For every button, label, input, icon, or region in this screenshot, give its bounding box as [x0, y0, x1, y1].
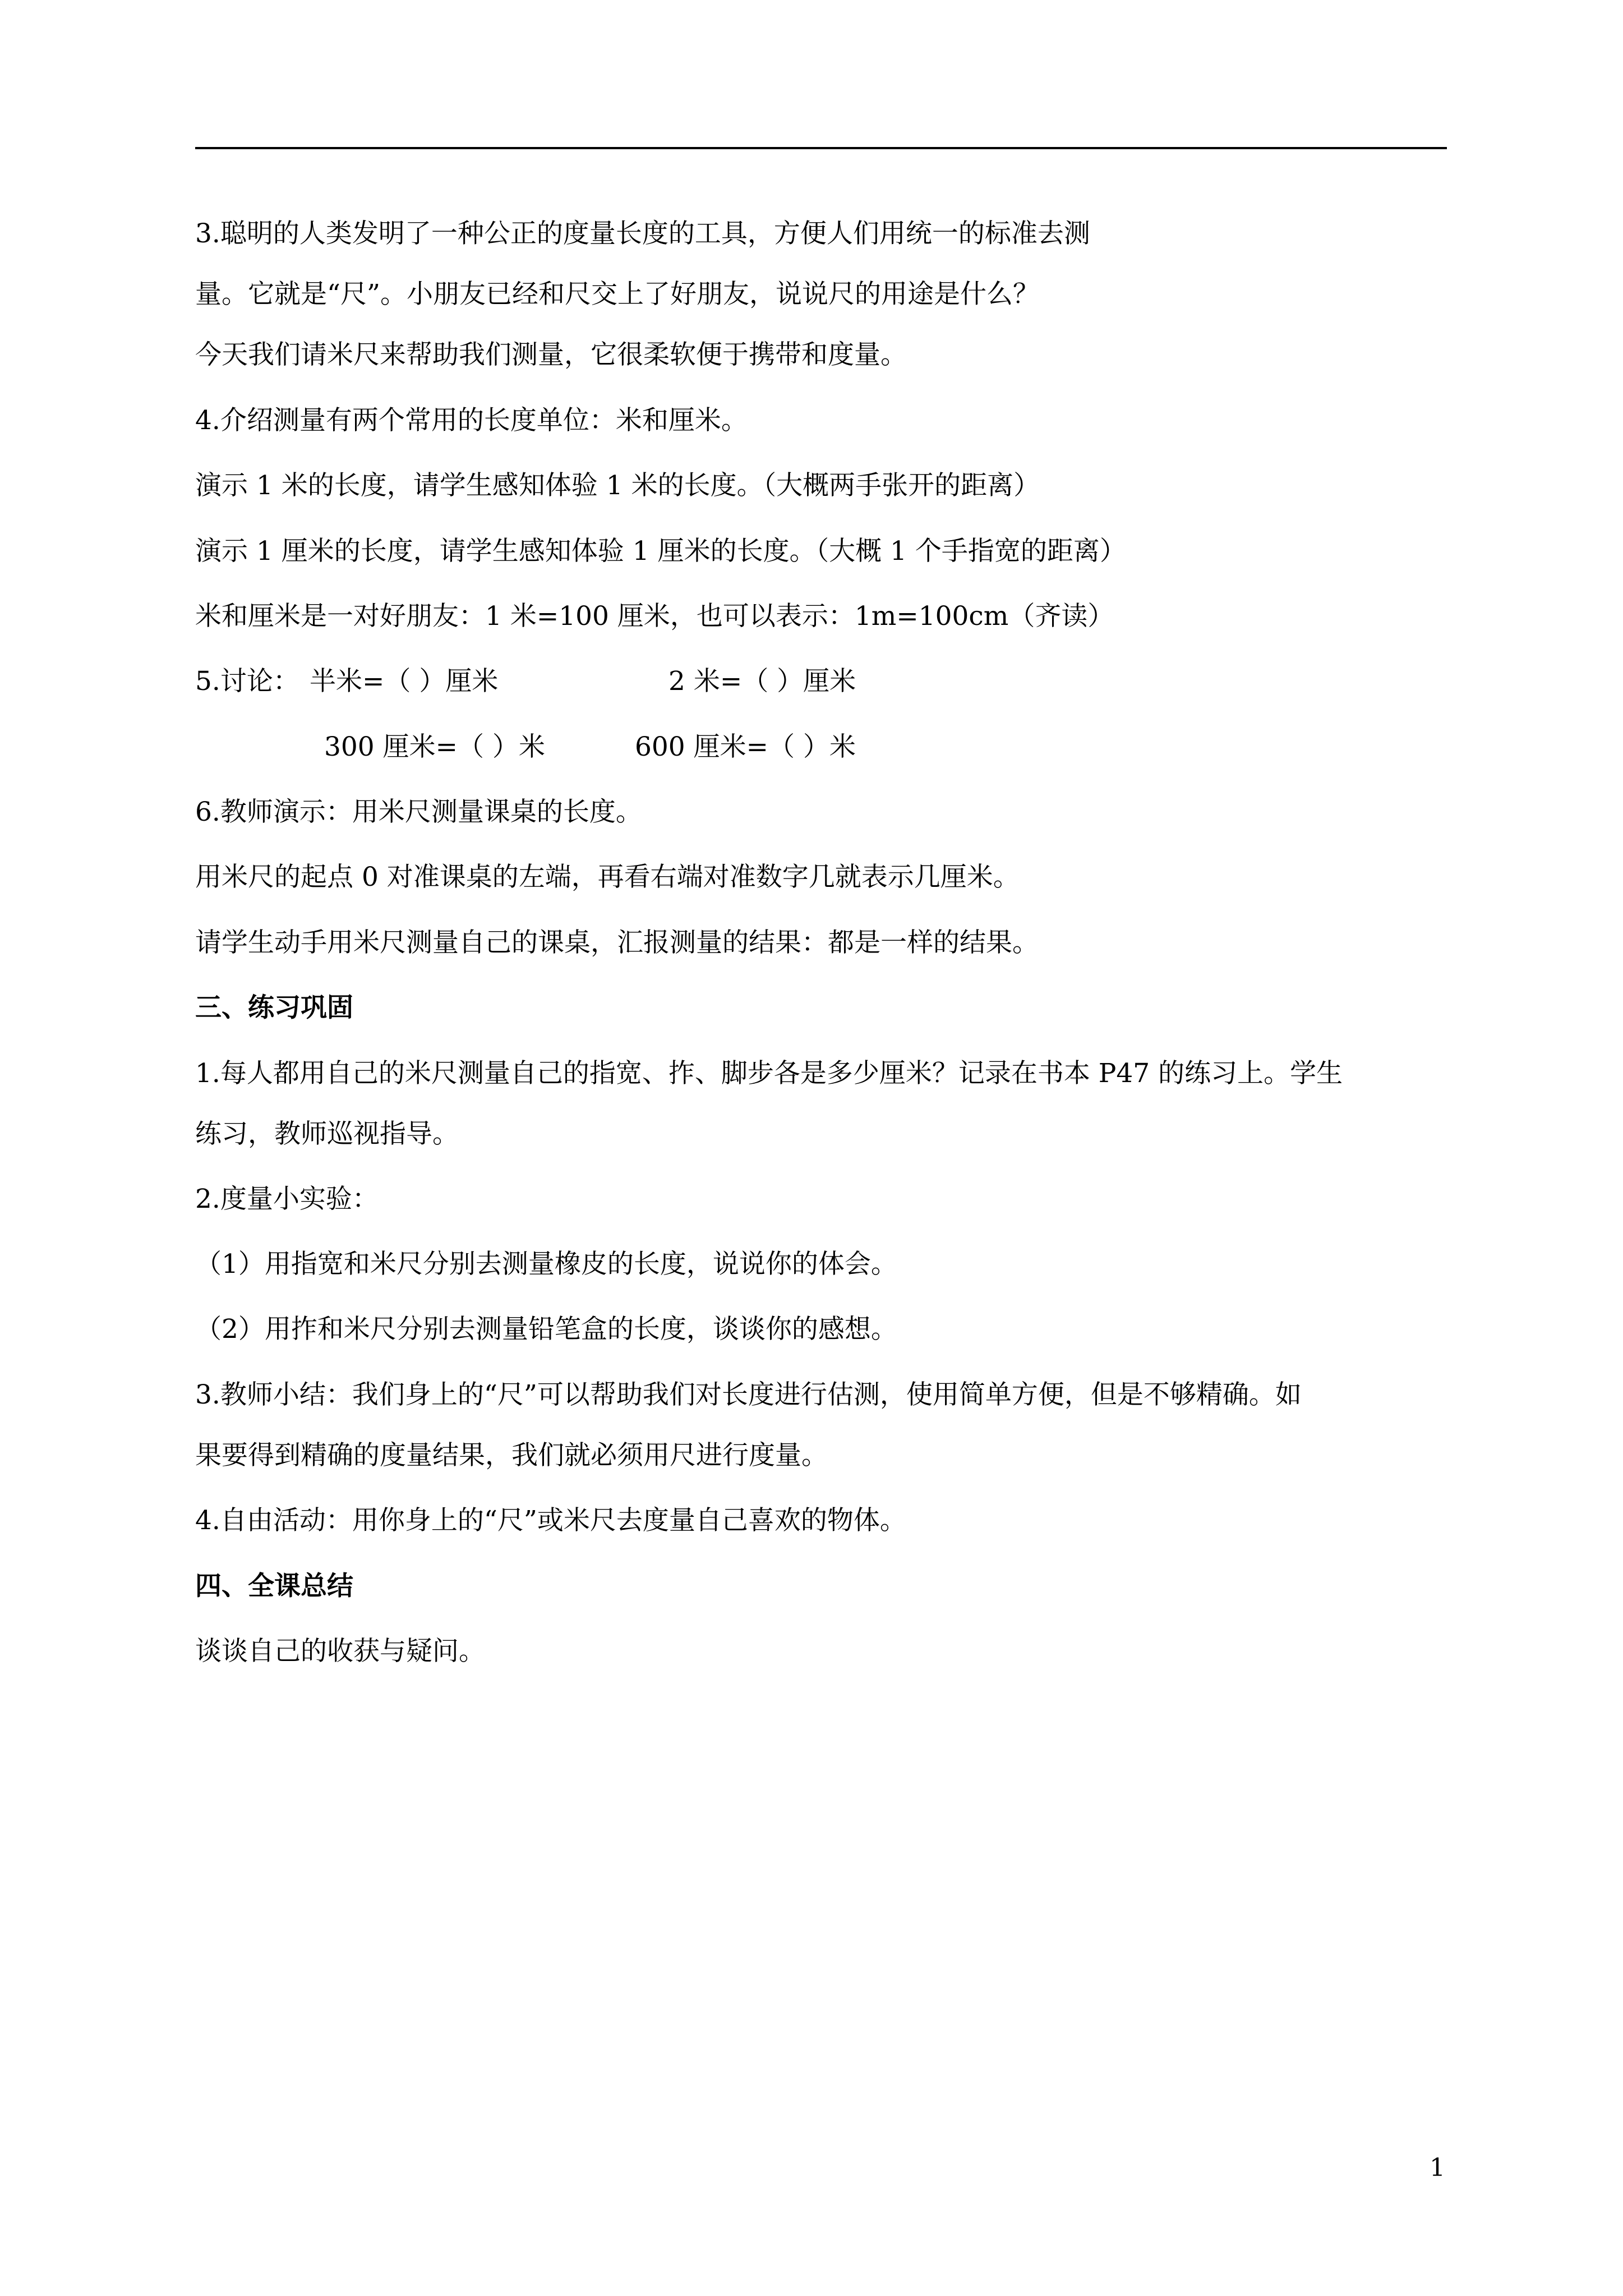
discussion-item: 300 厘米=（ ）米 [324, 731, 545, 762]
paragraph-line: 练习，教师巡视指导。 [195, 1119, 459, 1149]
paragraph-line: 谈谈自己的收获与疑问。 [195, 1636, 485, 1667]
paragraph-line: 2.度量小实验： [195, 1184, 379, 1214]
paragraph-line: 今天我们请米尺来帮助我们测量，它很柔软便于携带和度量。 [195, 339, 907, 370]
paragraph-line: （2）用拃和米尺分别去测量铅笔盒的长度，谈谈你的感想。 [195, 1314, 897, 1345]
discussion-item: 半米=（ ）厘米 [310, 666, 499, 697]
paragraph-line: 果要得到精确的度量结果，我们就必须用尺进行度量。 [195, 1440, 828, 1471]
discussion-label: 5.讨论： [195, 666, 299, 697]
header-rule [195, 147, 1447, 149]
paragraph-line: 请学生动手用米尺测量自己的课桌，汇报测量的结果：都是一样的结果。 [195, 927, 1039, 958]
discussion-item: 2 米=（ ）厘米 [668, 666, 856, 697]
paragraph-line: 米和厘米是一对好朋友：1 米=100 厘米，也可以表示：1m=100cm（齐读） [195, 601, 1114, 632]
section-heading-summary: 四、全课总结 [195, 1571, 353, 1602]
paragraph-line: 用米尺的起点 0 对准课桌的左端，再看右端对准数字几就表示几厘米。 [195, 862, 1020, 892]
paragraph-line: （1）用指宽和米尺分别去测量橡皮的长度，说说你的体会。 [195, 1249, 897, 1280]
paragraph-line: 量。它就是“尺”。小朋友已经和尺交上了好朋友，说说尺的用途是什么？ [195, 279, 1040, 310]
paragraph-line: 3.聪明的人类发明了一种公正的度量长度的工具，方便人们用统一的标准去测 [195, 218, 1090, 249]
section-heading-practice: 三、练习巩固 [195, 992, 353, 1023]
paragraph-line: 4.自由活动：用你身上的“尺”或米尺去度量自己喜欢的物体。 [195, 1505, 906, 1536]
discussion-item: 600 厘米=（ ）米 [635, 731, 856, 762]
paragraph-line: 1.每人都用自己的米尺测量自己的指宽、拃、脚步各是多少厘米？记录在书本 P47 的练习上。学生 [195, 1058, 1343, 1089]
page-number: 1 [1430, 2154, 1445, 2182]
paragraph-line: 6.教师演示：用米尺测量课桌的长度。 [195, 797, 642, 827]
paragraph-line: 3.教师小结：我们身上的“尺”可以帮助我们对长度进行估测，使用简单方便，但是不够精确。如 [195, 1379, 1302, 1410]
paragraph-line: 演示 1 厘米的长度，请学生感知体验 1 厘米的长度。（大概 1 个手指宽的距离） [195, 536, 1126, 567]
paragraph-line: 演示 1 米的长度，请学生感知体验 1 米的长度。（大概两手张开的距离） [195, 470, 1040, 501]
paragraph-line: 4.介绍测量有两个常用的长度单位：米和厘米。 [195, 405, 748, 436]
